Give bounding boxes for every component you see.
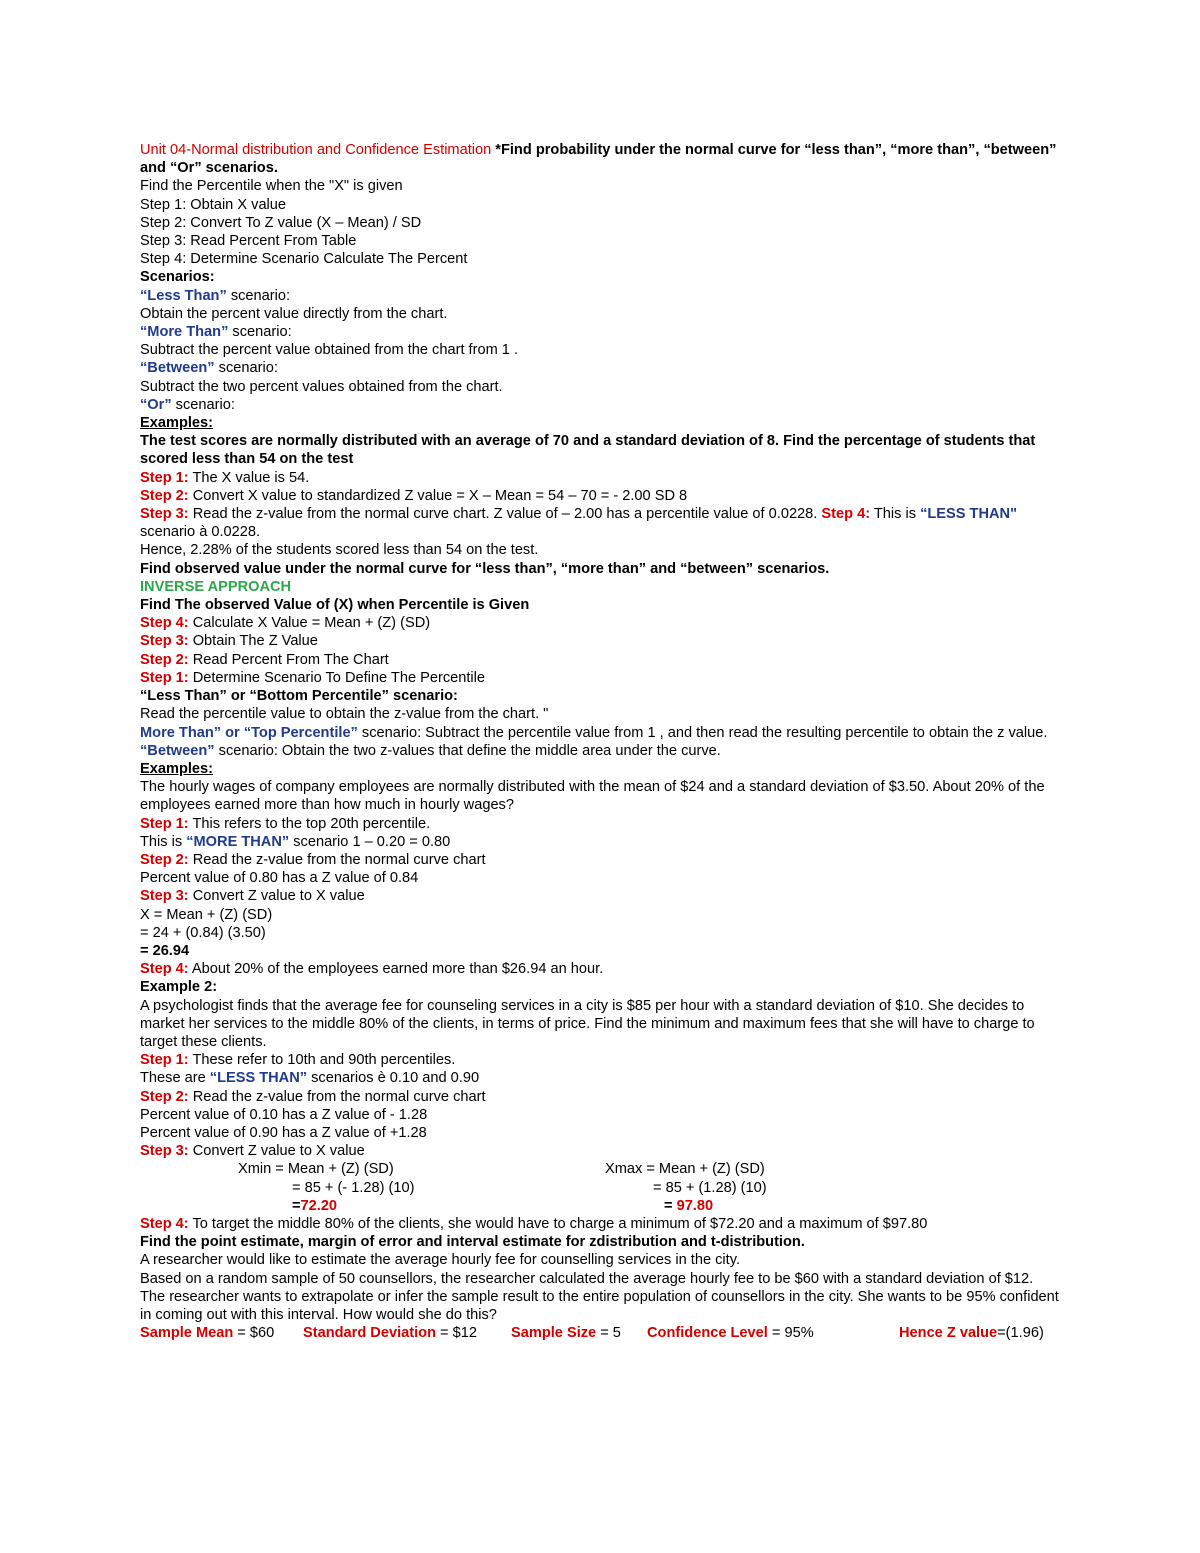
example-problem: The hourly wages of company employees are normally distributed with the mean of $24 and a standard deviation of $3.50. About 20% of the employees earned more than how much in hourly wages? (140, 779, 1045, 814)
scenario-more-than-desc: Subtract the percent value obtained from the chart from 1 . (140, 342, 519, 359)
example-step: Step 1: These refer to 10th and 90th percentiles. (140, 1052, 456, 1069)
scenario-less-than: “Less Than” scenario: (140, 287, 291, 304)
estimation-heading: Find the point estimate, margin of error and interval estimate for zdistribution and t-distribution. (140, 1234, 805, 1251)
inverse-approach-heading: INVERSE APPROACH (140, 578, 292, 595)
z-value: Hence Z value=(1.96) (899, 1325, 1044, 1342)
xmax-result: = 97.80 (664, 1197, 714, 1214)
page-title (140, 141, 1065, 177)
sample-size: Sample Size = 5 (511, 1325, 621, 1342)
example-problem: The test scores are normally distributed with an average of 70 and a standard deviation of 8. Find the percentage of students that scored less than 54 on the test (140, 433, 1036, 468)
estimation-paragraph: A researcher would like to estimate the average hourly fee for counselling services in the city. (140, 1252, 740, 1269)
xmin-formula: Xmin = Mean + (Z) (SD) (238, 1161, 394, 1178)
inverse-step: Step 3: Obtain The Z Value (140, 633, 318, 650)
standard-deviation: Standard Deviation = $12 (303, 1325, 477, 1342)
example-line: Percent value of 0.80 has a Z value of 0.84 (140, 870, 419, 887)
inverse-heading: Find The observed Value of (X) when Percentile is Given (140, 597, 530, 614)
example-conclusion: Hence, 2.28% of the students scored less than 54 on the test. (140, 542, 539, 559)
scenario-label: “Between” (140, 360, 215, 377)
example-line: Percent value of 0.10 has a Z value of - 1.28 (140, 1106, 428, 1123)
example-step: Step 2: Read the z-value from the normal curve chart (140, 851, 486, 868)
inverse-objective: Find observed value under the normal curve for “less than”, “more than” and “between” scenarios. (140, 560, 830, 577)
calc-row-formula (140, 1160, 1065, 1178)
percentile-step-1: Step 1: Obtain X value (140, 196, 287, 213)
scenario-label: “More Than” (140, 324, 229, 341)
calc-row-result (140, 1197, 1065, 1215)
example-step: Step 4: To target the middle 80% of the clients, she would have to charge a minimum of $72.20 and a maximum of $97.80 (140, 1215, 928, 1232)
example-problem: A psychologist finds that the average fee for counseling services in a city is $85 per hour with a standard deviation of $10. She decides to market her services to the middle 80% of the clients, in terms of price. Find the minimum and maximum fees that she will have to charge to target these clients. (140, 997, 1035, 1050)
inverse-step: Step 2: Read Percent From The Chart (140, 651, 389, 668)
percentile-heading: Find the Percentile when the "X" is given (140, 178, 403, 195)
example-substitution: = 24 + (0.84) (3.50) (140, 924, 266, 941)
example-2-heading: Example 2: (140, 979, 218, 996)
example-step: Step 2: Read the z-value from the normal curve chart (140, 1088, 486, 1105)
sample-mean: Sample Mean = $60 (140, 1325, 275, 1342)
inverse-step: Step 4: Calculate X Value = Mean + (Z) (SD) (140, 615, 431, 632)
scenario-label: “Or” (140, 396, 172, 413)
xmin-substitution: = 85 + (- 1.28) (10) (292, 1179, 415, 1196)
scenario-between: “Between” scenario: (140, 360, 278, 377)
example-formula: X = Mean + (Z) (SD) (140, 906, 273, 923)
inverse-more-than: More Than” or “Top Percentile” scenario: Subtract the percentile value from 1 , and then read the resulting percentile to obtain the z value. (140, 724, 1048, 741)
example-line: Percent value of 0.90 has a Z value of +1.28 (140, 1124, 427, 1141)
estimation-paragraph: Based on a random sample of 50 counsellors, the researcher calculated the average hourly fee to be $60 with a standard deviation of $12. (140, 1270, 1034, 1287)
example-step: Step 3: Read the z-value from the normal curve chart. Z value of – 2.00 has a percentile value of 0.0228. Step 4: This is “LESS THAN" scenario à 0.0228. (140, 506, 1017, 541)
estimation-paragraph: The researcher wants to extrapolate or infer the sample result to the entire population of counsellors in the city. She wants to be 95% confident in coming out with this interval. How would she do this? (140, 1288, 1059, 1323)
xmin-result: =72.20 (292, 1197, 338, 1214)
xmax-substitution: = 85 + (1.28) (10) (653, 1179, 767, 1196)
unit-objective: *Find probability under the normal curve for “less than”, “more than”, “between” and “Or” scenarios. (140, 142, 1057, 177)
inverse-less-desc: Read the percentile value to obtain the z-value from the chart. " (140, 706, 549, 723)
examples-heading: Examples: (140, 415, 214, 432)
scenario-label: “Less Than” (140, 287, 227, 304)
calc-row-substitution (140, 1179, 1065, 1197)
percentile-step-3: Step 3: Read Percent From Table (140, 233, 357, 250)
document-page (140, 141, 1065, 1342)
inverse-step: Step 1: Determine Scenario To Define The Percentile (140, 669, 486, 686)
confidence-level: Confidence Level = 95% (647, 1325, 814, 1342)
examples-heading: Examples: (140, 760, 214, 777)
inverse-between: “Between” scenario: Obtain the two z-values that define the middle area under the curve. (140, 742, 721, 759)
percentile-step-2: Step 2: Convert To Z value (X – Mean) / SD (140, 214, 422, 231)
scenarios-heading: Scenarios: (140, 269, 215, 286)
estimation-values (140, 1324, 1065, 1342)
scenario-more-than: “More Than” scenario: (140, 324, 292, 341)
example-result: = 26.94 (140, 942, 190, 959)
example-scenario: This is “MORE THAN” scenario 1 – 0.20 = 0.80 (140, 833, 451, 850)
scenario-or: “Or” scenario: (140, 396, 235, 413)
example-step: Step 1: The X value is 54. (140, 469, 310, 486)
scenario-less-than-desc: Obtain the percent value directly from the chart. (140, 305, 448, 322)
example-step: Step 1: This refers to the top 20th percentile. (140, 815, 431, 832)
example-step: Step 2: Convert X value to standardized Z value = X – Mean = 54 – 70 = - 2.00 SD 8 (140, 487, 688, 504)
example-step: Step 3: Convert Z value to X value (140, 888, 365, 905)
inverse-less-heading: “Less Than” or “Bottom Percentile” scenario: (140, 688, 458, 705)
unit-title: Unit 04-Normal distribution and Confidence Estimation (140, 142, 492, 158)
example-scenario: These are “LESS THAN” scenarios è 0.10 and 0.90 (140, 1070, 480, 1087)
percentile-step-4: Step 4: Determine Scenario Calculate The Percent (140, 251, 468, 268)
example-step: Step 3: Convert Z value to X value (140, 1143, 365, 1160)
example-step: Step 4: About 20% of the employees earned more than $26.94 an hour. (140, 961, 604, 978)
scenario-between-desc: Subtract the two percent values obtained from the chart. (140, 378, 503, 395)
xmax-formula: Xmax = Mean + (Z) (SD) (605, 1161, 765, 1178)
